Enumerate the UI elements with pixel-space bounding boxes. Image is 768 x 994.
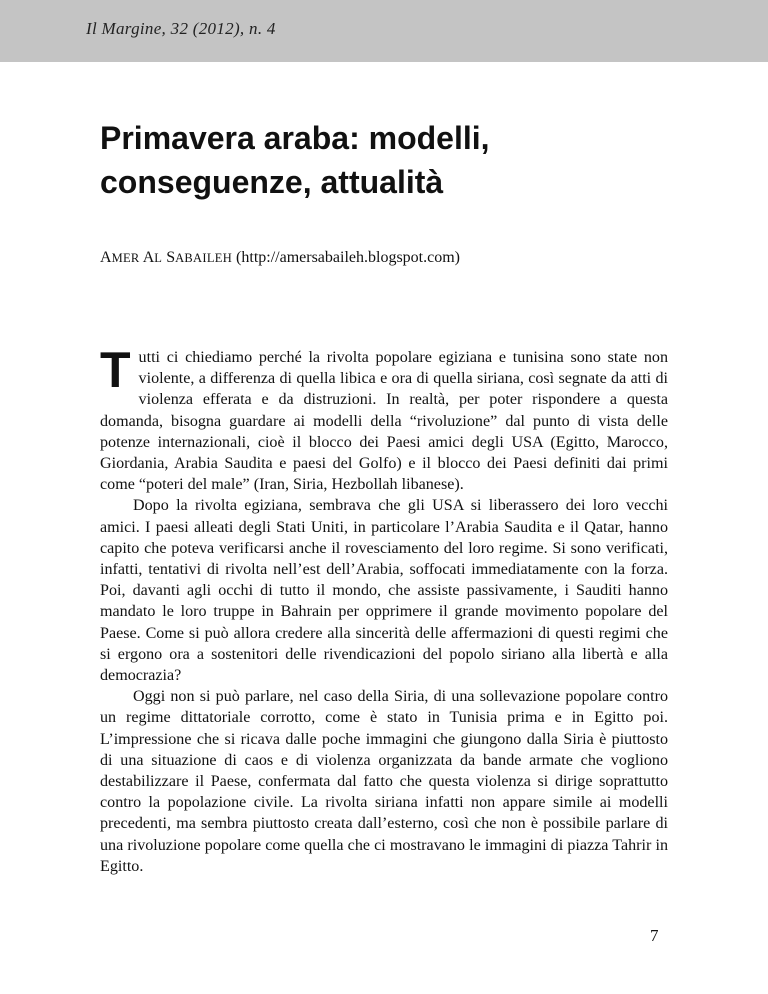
byline: [100, 249, 680, 267]
author-initial: A: [142, 249, 155, 266]
author-name: [100, 249, 232, 266]
paragraph-3: Oggi non si può parlare, nel caso della Siria, di una sollevazione popolare contro un regime dittatoriale corrotto, come è stato in Tunisia prima e in Egitto poi. L’impressione che si ricava dalle poche immagini che giungono dalla Siria è piuttosto di una situazione di caos e di violenza organizzata da bande armate che vogliono destabilizzare il Paese, confermata dal fatto che questa violenza si dirige soprattutto contro la popolazione civile. La rivolta siriana infatti non appare simile ai modelli precedenti, ma sembra piuttosto creata dall’esterno, così che non è possibile parlare di una rivoluzione popolare come quella che ci mostravano le immagini di piazza Tahrir in Egitto.: [100, 688, 668, 875]
author-smallcaps: MER: [111, 251, 140, 265]
author-url: (http://amersabaileh.blogspot.com): [236, 249, 460, 266]
author-initial: A: [100, 249, 112, 266]
paragraph-1-text: utti ci chiediamo perché la rivolta popolare egiziana e tunisina sono state non violente, a differenza di quella libica e ora di quella siriana, così segnate da atti di violenza efferata e da distruzioni. In realtà, per poter rispondere a questa domanda, bisogna guardare ai modelli della “rivoluzione” dal punto di vista delle potenze internazionali, cioè il blocco dei Paesi amici degli USA (Egitto, Marocco, Giordania, Arabia Saudita e paesi del Golfo) e il blocco dei Paesi definiti dai primi come “poteri del male” (Iran, Siria, Hezbollah libanese).: [100, 349, 668, 494]
running-head: Il Margine, 32 (2012), n. 4: [86, 19, 276, 38]
page-number: 7: [650, 926, 659, 945]
paragraph-2: Dopo la rivolta egiziana, sembrava che gli USA si liberassero dei loro vecchi amici. I paesi alleati degli Stati Uniti, in particolare l’Arabia Saudita e il Qatar, hanno capito che poteva verificarsi anche il rovesciamento del loro regime. Si sono verificati, infatti, tentativi di rivolta nell’est dell’Arabia, soffocati immediatamente con la forza. Poi, davanti agli occhi di tutto il mondo, che assiste passivamente, i Sauditi hanno mandato le loro truppe in Bahrain per opprimere il grande movimento popolare del Paese. Come si può allora credere alla sincerità delle affermazioni di questi regimi che si ergono ora a sostenitori delle rivendicazioni del popolo siriano alla libertà e alla democrazia?: [100, 497, 668, 685]
header-band: [0, 0, 768, 62]
paragraph-1: [100, 342, 668, 495]
title-line-2: conseguenze, attualità: [100, 164, 444, 200]
drop-cap: T: [100, 342, 131, 398]
title-line-1: Primavera araba: modelli,: [100, 120, 490, 156]
author-initial: S: [166, 249, 176, 266]
article-body: [100, 342, 668, 877]
article-title: [100, 116, 660, 204]
author-smallcaps: ABAILEH: [175, 251, 233, 265]
author-smallcaps: L: [154, 251, 163, 265]
